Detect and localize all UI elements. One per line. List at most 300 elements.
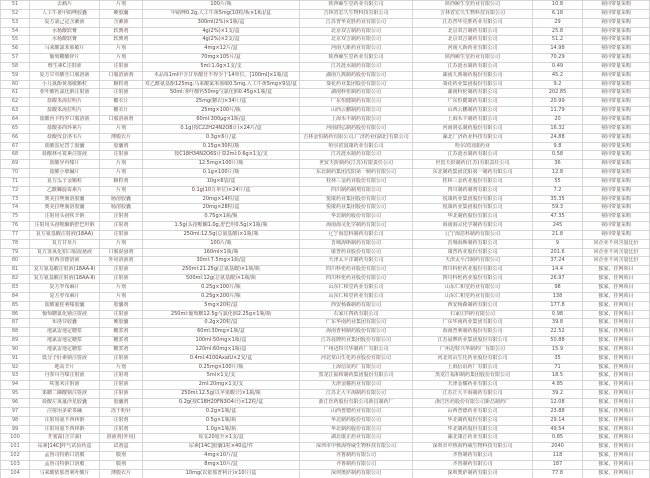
status: 同企业不同含量比价 [583,249,650,257]
bid-company: 北京双吉制药有限公司 [300,28,413,36]
manufacturer: 海南普利制药股份有限公司 [413,328,533,336]
drug-name: 地高辛片 [30,364,100,372]
manufacturer: 河北常山生化药业股份有限公司 [413,355,533,363]
table-row [0,213,650,222]
manufacturer: 湖北康正药业有限公司 [413,434,533,442]
dosage-form: 胶囊剂 [100,302,143,310]
row-number: 65 [0,125,30,133]
drug-name: 小儿氨酚黄那敏颗粒 [30,81,100,89]
price: 77.8 [533,470,583,478]
manufacturer: 悦康药业集团股份有限公司 [413,204,533,212]
manufacturer: 桂林三金药业股份有限公司 [413,178,533,186]
bid-company: 石家庄四药有限公司 [300,311,413,319]
status: 独家，挂网项目 [583,364,650,372]
row-number: 89 [0,337,30,345]
price: 0.58 [533,151,583,159]
dosage-form: 片剂 [100,187,143,195]
row-number: 83 [0,284,30,292]
bid-company: 江苏涟水制药有限公司 [300,151,413,159]
drug-name: 呋塞米注射液 [30,381,100,389]
drug-name: 注射用氨苄西林钠 [30,426,100,434]
price: 36 [533,160,583,168]
bid-company: 华北制药股份有限公司 [300,426,413,434]
dosage-form: 片剂 [100,284,143,292]
row-number: 81 [0,266,30,274]
bid-company: 四川科伦药业股份有限公司 [300,275,413,283]
manufacturer: 东北制药集团沈阳第一制药有限公司 [413,169,533,177]
dosage-form: 片剂 [100,54,143,62]
specification: 70mg×105片/盒 [143,54,300,62]
bid-company: 浙江医药股份有限公司新昌制药厂 [300,399,413,407]
dosage-form: 片剂 [100,240,143,248]
status: 视同带量采购 [583,231,650,239]
bid-company: 广东华南药业集团有限公司 [300,319,413,327]
drug-name: 奥美拉唑肠溶胶囊 [30,204,100,212]
manufacturer: 世贸天阶制药(江苏)有限责任公司 [413,160,533,168]
price: 0.98 [533,311,583,319]
drug-name: 复方瓜子金颗粒 [30,178,100,186]
row-number: 99 [0,426,30,434]
drug-name: 尿素[14C]呼气试验药盒 [30,443,100,451]
manufacturer: 晋城海斯制药有限公司 [413,240,533,248]
table-row [0,372,650,381]
manufacturer: 广东恒健制药有限公司 [413,98,533,106]
dosage-form: 片剂 [100,293,143,301]
drug-name: 复方甘草片 [30,240,100,248]
specification: 4g(2%)×2支/盒 [143,36,300,44]
bid-company: 河北常山生化药业股份有限公司 [300,355,413,363]
table-row [0,408,650,417]
price: 39.2 [533,390,583,398]
dosage-form: 片剂 [100,125,143,133]
manufacturer: 上海信谊药厂有限公司 [413,364,533,372]
price: 6.18 [533,10,583,18]
status: 独家，挂网项目 [583,328,650,336]
table-row [0,222,650,231]
price: 45.2 [533,72,583,80]
manufacturer: 上海禾丰制药有限公司 [413,116,533,124]
table-row [0,187,650,196]
row-number: 101 [0,443,30,451]
table-row [0,452,650,461]
drug-name: 盐酸异丙嗪片 [30,160,100,168]
row-number: 103 [0,461,30,469]
drug-name: 果糖二磷酸钠注射液 [30,390,100,398]
drug-name: 复方罗布麻片 [30,293,100,301]
status: 视同带量采购 [583,134,650,142]
drug-name: 注射用氨苄西林钠 [30,417,100,425]
manufacturer: 北京双吉制药有限公司 [413,36,533,44]
status: 独家，挂网项目 [583,355,650,363]
manufacturer: 江苏涟水制药有限公司 [413,151,533,159]
manufacturer: 石家庄四药有限公司 [413,311,533,319]
status: 视同带量采购 [583,222,650,230]
row-number: 78 [0,240,30,248]
table-row [0,196,650,205]
bid-company: 黑龙江福和制药集团股份有限公司 [300,372,413,380]
table-row [0,346,650,355]
row-number: 63 [0,107,30,115]
dosage-form: 肠溶胶囊 [100,204,143,212]
manufacturer: 河南润弘制药股份有限公司 [413,125,533,133]
manufacturer: 北京双吉制药有限公司 [413,28,533,36]
drug-name: 盐酸雷尼替丁胶囊 [30,143,100,151]
bid-company: 湖南九典制药股份有限公司 [300,72,413,80]
manufacturer: 陕西颐生堂药业有限公司 [413,1,533,9]
specification: 100ml:50mg×1瓶/盒 [143,337,300,345]
row-number: 59 [0,72,30,80]
row-number: 98 [0,417,30,425]
drug-name: 低分子肝素钠注射液 [30,355,100,363]
row-number: 87 [0,319,30,327]
status: 独家，挂网项目 [583,461,650,469]
table-row [0,302,650,311]
manufacturer: 四川科伦药业股份有限公司 [413,266,533,274]
price: 26.97 [533,275,583,283]
table-row [0,89,650,98]
bid-company: 河南大新药业有限公司 [300,45,413,53]
row-number: 104 [0,470,30,478]
drug-name: 马来酸依那普利叶酸片 [30,470,100,478]
row-number: 56 [0,45,30,53]
drug-name: 盐酸左氧氟沙星胶囊 [30,399,100,407]
drug-name: 盐酸伐昔洛韦片 [30,134,100,142]
price: 15.9 [533,346,583,354]
dosage-form: 糖浆剂 [100,337,143,345]
status: 独家，挂网项目 [583,319,650,327]
price: 55 [533,178,583,186]
price: 29 [533,19,583,27]
status: 视同带量采购 [583,196,650,204]
price: 2040 [533,443,583,451]
manufacturer: 湖南九典制药股份有限公司 [413,72,533,80]
bid-company: 上海禾丰制药有限公司 [300,116,413,124]
manufacturer: 河南大新药业有限公司 [413,45,533,53]
status: 视同带量采购 [583,213,650,221]
manufacturer: 葵花药业集团股份有限公司 [413,81,533,89]
status: 视同带量采购 [583,143,650,151]
row-number: 54 [0,28,30,36]
manufacturer: 康普药业股份有限公司 [413,249,533,257]
specification: 按C18H34N2O6S计算2ml:0.6g×1支/支 [143,151,300,159]
table-row [0,266,650,275]
table-row [0,45,650,54]
bid-company: 广州迈特兴华制药厂有限公司 [300,346,413,354]
row-number: 75 [0,213,30,221]
manufacturer: 悦康药业集团股份有限公司 [413,196,533,204]
row-number: 64 [0,116,30,124]
dosage-form: 注射液 [100,381,143,389]
manufacturer: 山西普德药业有限公司 [413,408,533,416]
manufacturer: 辽宁海思科制药有限公司 [413,231,533,239]
specification: 0.25mg×100片/瓶 [143,364,300,372]
row-number: 88 [0,328,30,336]
status: 独家，挂网项目 [583,470,650,478]
table-row [0,311,650,320]
specification: 0.2g(按C18H20FN3O4计)×12粒/盒 [143,399,300,407]
drug-name: 维生素C注射液 [30,63,100,71]
status: 独家，挂网项目 [583,266,650,274]
specification: 30ml:7.5mg×1瓶/盒 [143,257,300,265]
price: 202.85 [533,89,583,97]
drug-name: 复方氯己定含漱液 [30,19,100,27]
specification: 25mg(糖衣)×34片/盒 [143,98,300,106]
row-number: 82 [0,275,30,283]
status: 视同带量采购 [583,10,650,18]
status: 同企业不同含量比价 [583,240,650,248]
price: 177.8 [533,302,583,310]
status: 独家，挂网项目 [583,337,650,345]
dosage-form: 片剂 [100,160,143,168]
table-row [0,28,650,37]
manufacturer: 深圳市中核海得威生物科技有限公司 [413,443,533,451]
table-row [0,426,650,435]
manufacturer: 山西云鹏制药有限公司 [413,107,533,115]
bid-company: 广东恒健制药有限公司 [300,98,413,106]
row-number: 71 [0,178,30,186]
table-row [0,284,650,293]
drug-name: 葡萄糖氯化钠注射液 [30,311,100,319]
price: 4.85 [533,381,583,389]
status: 视同带量采购 [583,19,650,27]
status: 独家，挂网项目 [583,408,650,416]
specification: 2ml:20mg×1支/支 [143,381,300,389]
specification: 0.5g×1瓶/瓶 [143,417,300,425]
table-row [0,63,650,72]
bid-company: 江苏晨牌药业集团股份有限公司 [300,337,413,345]
row-number: 72 [0,187,30,195]
table-row [0,240,650,249]
dosage-form: 胶囊剂 [100,399,143,407]
bid-company: 江苏普华克胜药业有限公司 [300,19,413,27]
dosage-form: 薄膜衣片 [100,470,143,478]
dosage-form: 外用溶液剂 [100,257,143,265]
bid-company: 天津金耀药业有限公司 [300,381,413,389]
table-row [0,249,650,258]
row-number: 57 [0,54,30,62]
specification: 0.15g×30粒/瓶 [143,143,300,151]
status: 视同带量采购 [583,178,650,186]
manufacturer: 哈尔滨国康药业 [413,143,533,151]
specification: 25mg×100片/瓶 [143,107,300,115]
specification: 甲硝唑0.2g,人工牛黄5mg(10粒/板×1板)/盒 [143,10,300,18]
price: 59.3 [533,204,583,212]
bid-company: 华北制药股份有限公司 [300,213,413,221]
dosage-form: 口服混悬剂 [100,249,143,257]
status: 独家，挂网项目 [583,302,650,310]
price: 0.85 [533,434,583,442]
row-number: 60 [0,81,30,89]
specification: 10mg(以依那普利计)×10片/盒 [143,470,300,478]
status: 独家，挂网项目 [583,346,650,354]
dosage-form: 颗粒剂 [100,178,143,186]
specification: 160ml×1瓶/瓶 [143,249,300,257]
row-number: 68 [0,151,30,159]
specification: 10g×6袋/盒 [143,178,300,186]
price: 9 [533,240,583,248]
manufacturer: 浙江医药股份有限公司新昌制药厂 [413,399,533,407]
price: 14.4 [533,266,583,274]
dosage-form: 注射液 [100,390,143,398]
specification: 0.4ml:4100AxaIU×2支/盒 [143,355,300,363]
price: 20.99 [533,98,583,106]
table-row [0,461,650,470]
drug-name: 乙酰螺旋霉素片 [30,187,100,195]
specification: 250ml:21.25g(总氨基酸)×1瓶/瓶 [143,266,300,274]
price: 10.8 [533,1,583,9]
table-row [0,81,650,90]
drug-name: 盐酸林可霉素注射液 [30,151,100,159]
row-number: 100 [0,434,30,442]
dosage-form: 注射液 [100,89,143,97]
price: 25.8 [533,28,583,36]
specification: 50ml:亚叶酸钙50mg与氯化钠0.45g×1瓶/盒 [143,89,300,97]
specification: 20mg×28粒/盒 [143,204,300,212]
manufacturer: 齐鲁制药有限公司 [413,461,533,469]
table-row [0,169,650,178]
manufacturer: 陕西颐生堂药业有限公司 [413,54,533,62]
status: 独家，挂网项目 [583,443,650,451]
status: 视同带量采购 [583,151,650,159]
dosage-form: 肠溶胶囊 [100,196,143,204]
dosage-form: 糖衣片 [100,98,143,106]
price: 50.88 [533,337,583,345]
table-row [0,98,650,107]
table-row [0,125,650,134]
manufacturer: 西安杨森制药有限公司 [413,302,533,310]
dosage-form: 注射液 [100,355,143,363]
row-number: 55 [0,36,30,44]
bid-company: 齐鲁制药有限公司 [300,461,413,469]
specification: 5ml:1.0g×1支/支 [143,63,300,71]
bid-company: 悦康药业集团股份有限公司 [300,204,413,212]
drug-name: 注射用头孢哌酮钠舒巴坦钠 [30,222,100,230]
status: 视同带量采购 [583,36,650,44]
drug-name: 复方罗布麻片 [30,284,100,292]
dosage-form: 糖浆剂 [100,328,143,336]
status: 视同带量采购 [583,89,650,97]
price: 51.2 [533,36,583,44]
table-row [0,417,650,426]
status: 独家，挂网项目 [583,275,650,283]
specification: 500ml:12g(总氨基酸)×1瓶/瓶 [143,275,300,283]
manufacturer: 山东仁和堂药业有限公司 [413,284,533,292]
specification: 4mg×12片/盒 [143,45,300,53]
specification: 1.5g(头孢哌酮1.0g,舒巴坦0.5g)×1瓶/瓶 [143,222,300,230]
drug-name: 地氯雷他定糖浆 [30,337,100,345]
bid-company: 吉林金恒制药有限公司,广济药业(湖北)有限公司 [300,134,413,142]
price: 9.8 [533,143,583,151]
price: 20 [533,116,583,124]
table-row [0,151,650,160]
table-row [0,160,650,169]
bid-company: 四川制药制剂有限公司 [300,187,413,195]
price: 23.88 [533,408,583,416]
row-number: 95 [0,390,30,398]
table-row [0,293,650,302]
row-number: 97 [0,408,30,416]
table-row [0,1,650,10]
row-number: 66 [0,134,30,142]
specification: 4mg×10片/盒 [143,452,300,460]
row-number: 74 [0,204,30,212]
table-row [0,355,650,364]
manufacturer: 江苏涟水制药有限公司 [413,63,533,71]
row-number: 84 [0,293,30,301]
price: 12.08 [533,399,583,407]
bid-company: 葵花药业集团股份有限公司 [300,81,413,89]
row-number: 79 [0,249,30,257]
row-number: 77 [0,231,30,239]
status: 独家，挂网项目 [583,293,650,301]
manufacturer: 江苏普华克胜药业有限公司 [413,19,533,27]
specification: 100片/瓶 [143,1,300,9]
table-row [0,134,650,143]
table-row [0,257,650,266]
dosage-form: 注射液 [100,151,143,159]
dosage-form: 硬胶囊 [100,10,143,18]
row-number: 61 [0,89,30,97]
row-number: 62 [0,98,30,106]
manufacturer: 华北制药股份有限公司 [413,213,533,221]
bid-company: 齐鲁制药有限公司 [300,452,413,460]
manufacturer: 深圳奥萨制药有限公司 [413,470,533,478]
specification: 60ml:30mg×1瓶/盒 [143,328,300,336]
manufacturer: 广东华南药业集团有限公司 [413,319,533,327]
drug-name: 孟鲁司特钠口溶膜 [30,461,100,469]
specification: 250ml:12.5g(总氨基酸)×1瓶/瓶 [143,231,300,239]
status: 视同带量采购 [583,81,650,89]
bid-company: 湖北康正药业有限公司 [300,434,413,442]
dosage-form: 膜剂 [100,452,143,460]
bid-company: 哈尔滨国康药业有限公司 [300,143,413,151]
specification: 0.25g×100片/瓶 [143,284,300,292]
dosage-form: 注射剂 [100,417,143,425]
price: 29.14 [533,417,583,425]
table-row [0,36,650,45]
specification: 300ml(2%)×1瓶/盒 [143,19,300,27]
bid-company: 天津太平洋制药有限公司 [300,257,413,265]
dosage-form: 糖浆剂 [100,346,143,354]
table-row [0,319,650,328]
drug-name: 布洛芬胶囊 [30,319,100,327]
dosage-form: 口服溶液剂 [100,72,143,80]
price: 0.49 [533,63,583,71]
bid-company: 陕西颐生堂药业有限公司 [300,1,413,9]
bid-company: 江苏涟水制药有限公司 [300,63,413,71]
dosage-form: 糖衣片 [100,107,143,115]
drug-name: 孟鲁司特钠口溶膜 [30,452,100,460]
specification: 8mg×10片/盒 [143,461,300,469]
drug-name: 复方甘草酸苷口服溶液 [30,72,100,80]
manufacturer: 天津太平洋制药有限公司 [413,257,533,265]
price: 21.8 [533,231,583,239]
dosage-form: 注射剂 [100,213,143,221]
row-number: 58 [0,63,30,71]
specification: 1.0g×1瓶/瓶 [143,426,300,434]
specification: 0.2g×20粒/盒 [143,319,300,327]
manufacturer: 江苏晨牌药业集团股份有限公司 [413,337,533,345]
drug-name: 盐酸丙卡特罗口服溶液 [30,116,100,124]
specification: 对乙酰氨基酚125mg,马来酸氯苯那敏0.5mg,人工牛黄5mg×9袋/盒 [143,81,300,89]
row-number: 76 [0,222,30,230]
price: 71 [533,364,583,372]
dosage-form: 注射剂 [100,426,143,434]
dosage-form: 注射液 [100,311,143,319]
row-number: 96 [0,399,30,407]
status: 视同带量采购 [583,187,650,195]
bid-company: 深圳市中核海得威生物科技有限公司 [300,443,413,451]
